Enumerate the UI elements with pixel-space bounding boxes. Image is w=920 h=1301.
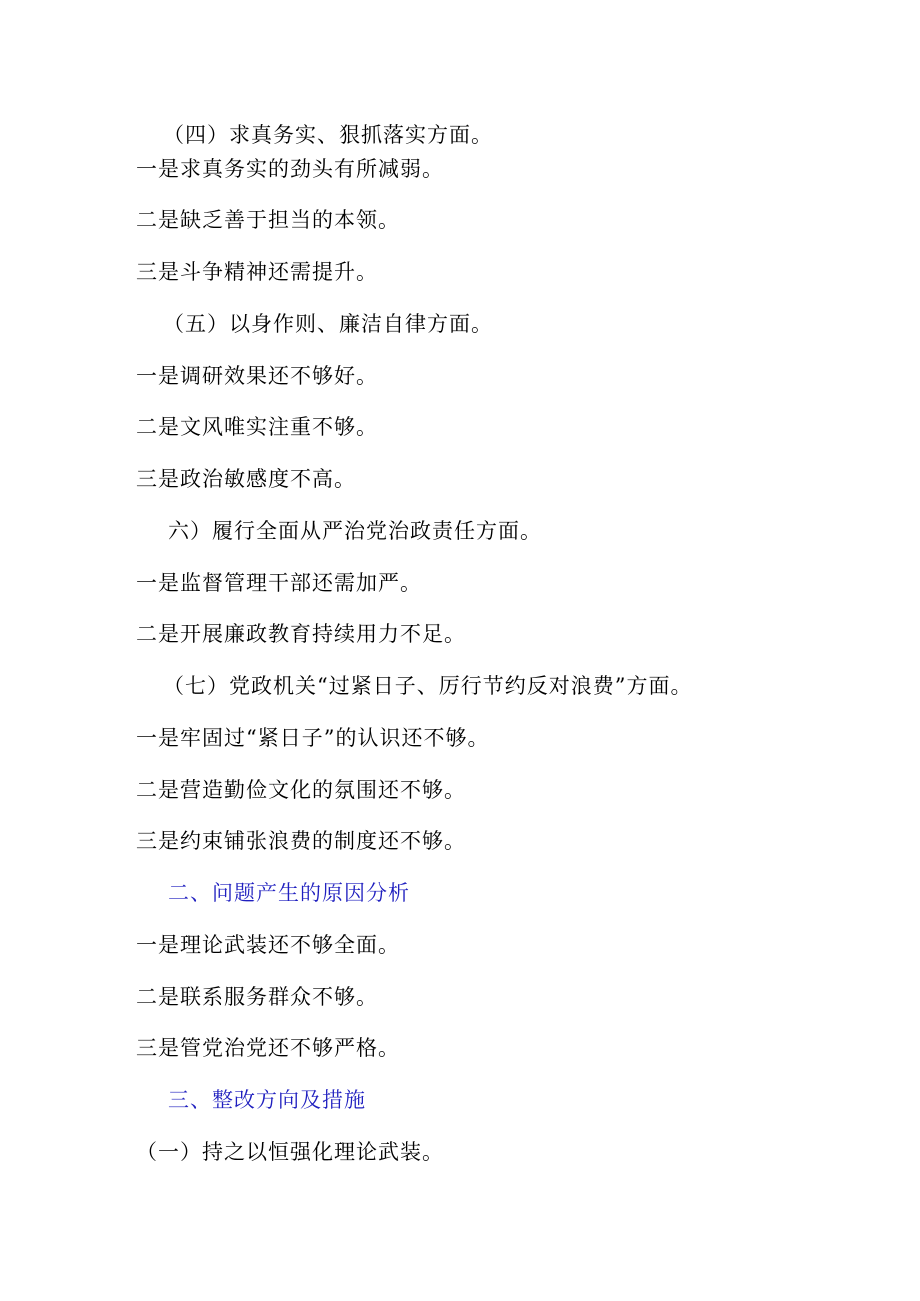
list-item: 二是开展廉政教育持续用力不足。 (136, 622, 466, 646)
list-item: 一是求真务实的劲头有所减弱。 (136, 157, 444, 181)
list-item: 二是营造勤俭文化的氛围还不够。 (136, 778, 466, 802)
section-heading-4: （四）求真务实、狠抓落实方面。 (163, 123, 493, 147)
list-item: 一是牢固过“紧日子”的认识还不够。 (136, 726, 490, 750)
list-item: 一是监督管理干部还需加严。 (136, 571, 422, 595)
list-item: 三是政治敏感度不高。 (136, 467, 356, 491)
chapter-heading-cause-analysis: 二、问题产生的原因分析 (168, 881, 410, 905)
list-item: 二是联系服务群众不够。 (136, 985, 378, 1009)
list-item: 三是管党治党还不够严格。 (136, 1036, 400, 1060)
list-item: 二是文风唯实注重不够。 (136, 415, 378, 439)
section-heading-7: （七）党政机关“过紧日子、厉行节约反对浪费”方面。 (163, 674, 693, 698)
list-item: 二是缺乏善于担当的本领。 (136, 208, 400, 232)
section-heading-5: （五）以身作则、廉洁自律方面。 (163, 312, 493, 336)
list-item: 三是斗争精神还需提升。 (136, 260, 378, 284)
list-item: 三是约束铺张浪费的制度还不够。 (136, 829, 466, 853)
section-heading-6: 六）履行全面从严治党治政责任方面。 (168, 519, 542, 543)
chapter-heading-rectification: 三、整改方向及措施 (168, 1088, 366, 1112)
list-item: 一是理论武装还不够全面。 (136, 933, 400, 957)
list-item: 一是调研效果还不够好。 (136, 364, 378, 388)
section-heading-rectification-1: （一）持之以恒强化理论武装。 (136, 1140, 444, 1164)
